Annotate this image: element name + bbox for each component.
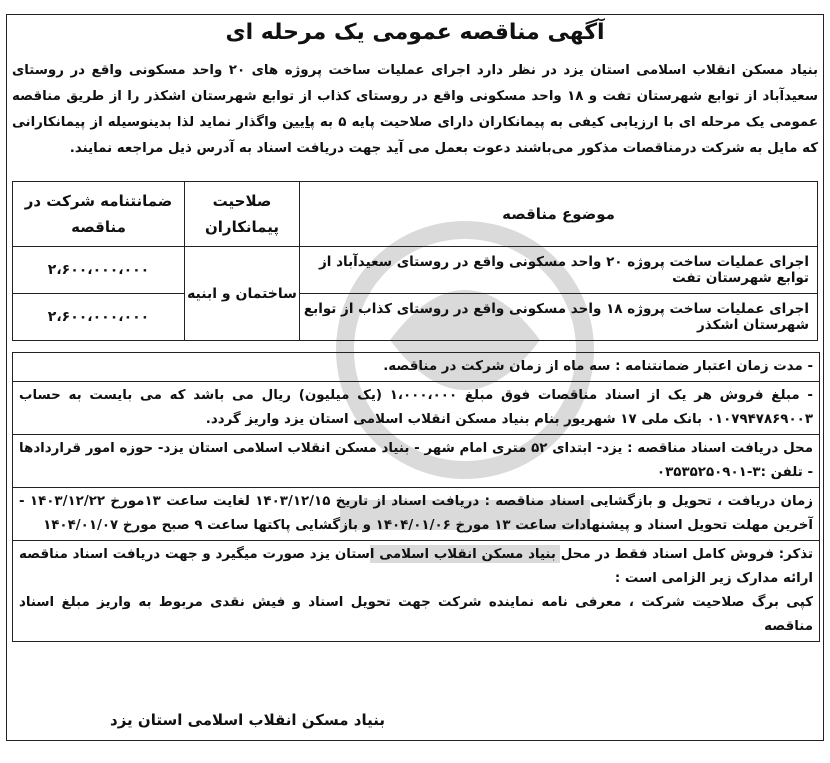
- signature: بنیاد مسکن انقلاب اسلامی استان یزد: [110, 711, 385, 729]
- table-header-row: [13, 182, 818, 247]
- note-reminder-group: [13, 541, 819, 641]
- tender-table: [12, 181, 818, 341]
- qualification-cell: ساختمان و ابنیه: [185, 247, 300, 341]
- intro-text: بنیاد مسکن انقلاب اسلامی استان یزد در نظر دارد اجرای عملیات ساخت پروژه های ۲۰ واحد مسکونی واقع در روستای سعیدآباد از توابع شهرستان تفت و ۱۸ واحد مسکونی واقع در روستای کذاب از توابع شهرستان اشکذر را از طریق مناقصه عمومی یک مرحله ای با ارزیابی کیفی به پیمانکاران دارای صلاحیت پایه ۵ به: [12, 63, 819, 130]
- intro-paragraph: [12, 58, 818, 162]
- notice-title: آگهی مناقصه عمومی یک مرحله ای: [225, 20, 605, 45]
- note-schedule: زمان دریافت ، تحویل و بازگشایی اسناد مناقصه : دریافت اسناد از تاریخ ۱۴۰۳/۱۲/۱۵ لغایت ساعت ۱۳مورخ ۱۴۰۳/۱۲/۲۲ - آخرین مهلت تحویل اسناد و پیشنهادات ساعت ۱۳ مورخ ۱۴۰۴/۰۱/۰۶ و بازگشایی پاکتها ساعت ۹ صبح مورخ ۱۴۰۴/۰۱/۰۷: [13, 488, 819, 541]
- row-guarantee: ۲،۶۰۰،۰۰۰،۰۰۰: [13, 294, 185, 341]
- note-reminder: تذکر: فروش کامل اسناد فقط در محل بنیاد مسکن انقلاب اسلامی استان یزد صورت میگیرد و جهت دریافت اسناد مناقصه ارائه مدارک زیر الزامی است :: [19, 547, 813, 586]
- table-row: [13, 247, 818, 294]
- row-subject: اجرای عملیات ساخت پروژه ۲۰ واحد مسکونی واقع در روستای سعیدآباد از توابع شهرستان تفت: [300, 247, 818, 294]
- table-row: [13, 294, 818, 341]
- header-guarantee: ضمانتنامه شرکت در مناقصه: [13, 182, 185, 247]
- intro-underlined: پایین: [282, 115, 315, 130]
- row-subject: اجرای عملیات ساخت پروژه ۱۸ واحد مسکونی واقع در روستای کذاب از توابع شهرستان اشکذر: [300, 294, 818, 341]
- note-validity: - مدت زمان اعتبار ضمانتنامه : سه ماه از زمان شرکت در مناقصه.: [13, 353, 819, 382]
- intro-text-end: واگذار نماید لذا بدینوسیله از پیمانکارانی که مایل به شرکت درمناقصات مذکور می‌باشند دعوت بعمل می آید جهت دریافت اسناد به آدرس ذیل مراجعه نمایند.: [12, 115, 818, 156]
- notes-box: [12, 352, 820, 642]
- header-qualification: صلاحیت پیمانکاران: [185, 182, 300, 247]
- header-subject: موضوع مناقصه: [300, 182, 818, 247]
- note-location: محل دریافت اسناد مناقصه : یزد- ابتدای ۵۲ متری امام شهر - بنیاد مسکن انقلاب اسلامی استان یزد- حوزه امور قراردادها - تلفن :۳-۰۳۵۳۵۲۵۰۹۰۱: [13, 435, 819, 488]
- note-price: - مبلغ فروش هر یک از اسناد مناقصات فوق مبلغ ۱،۰۰۰،۰۰۰ (یک میلیون) ریال می باشد که می بایست به حساب ۰۱۰۷۹۴۷۸۶۹۰۰۳ بانک ملی ۱۷ شهریور بنام بنیاد مسکن انقلاب اسلامی استان یزد واریز گردد.: [13, 382, 819, 435]
- note-documents: کپی برگ صلاحیت شرکت ، معرفی نامه نماینده شرکت جهت تحویل اسناد و فیش نقدی مربوط به واریز مبلغ اسناد مناقصه: [19, 595, 813, 634]
- row-guarantee: ۲،۶۰۰،۰۰۰،۰۰۰: [13, 247, 185, 294]
